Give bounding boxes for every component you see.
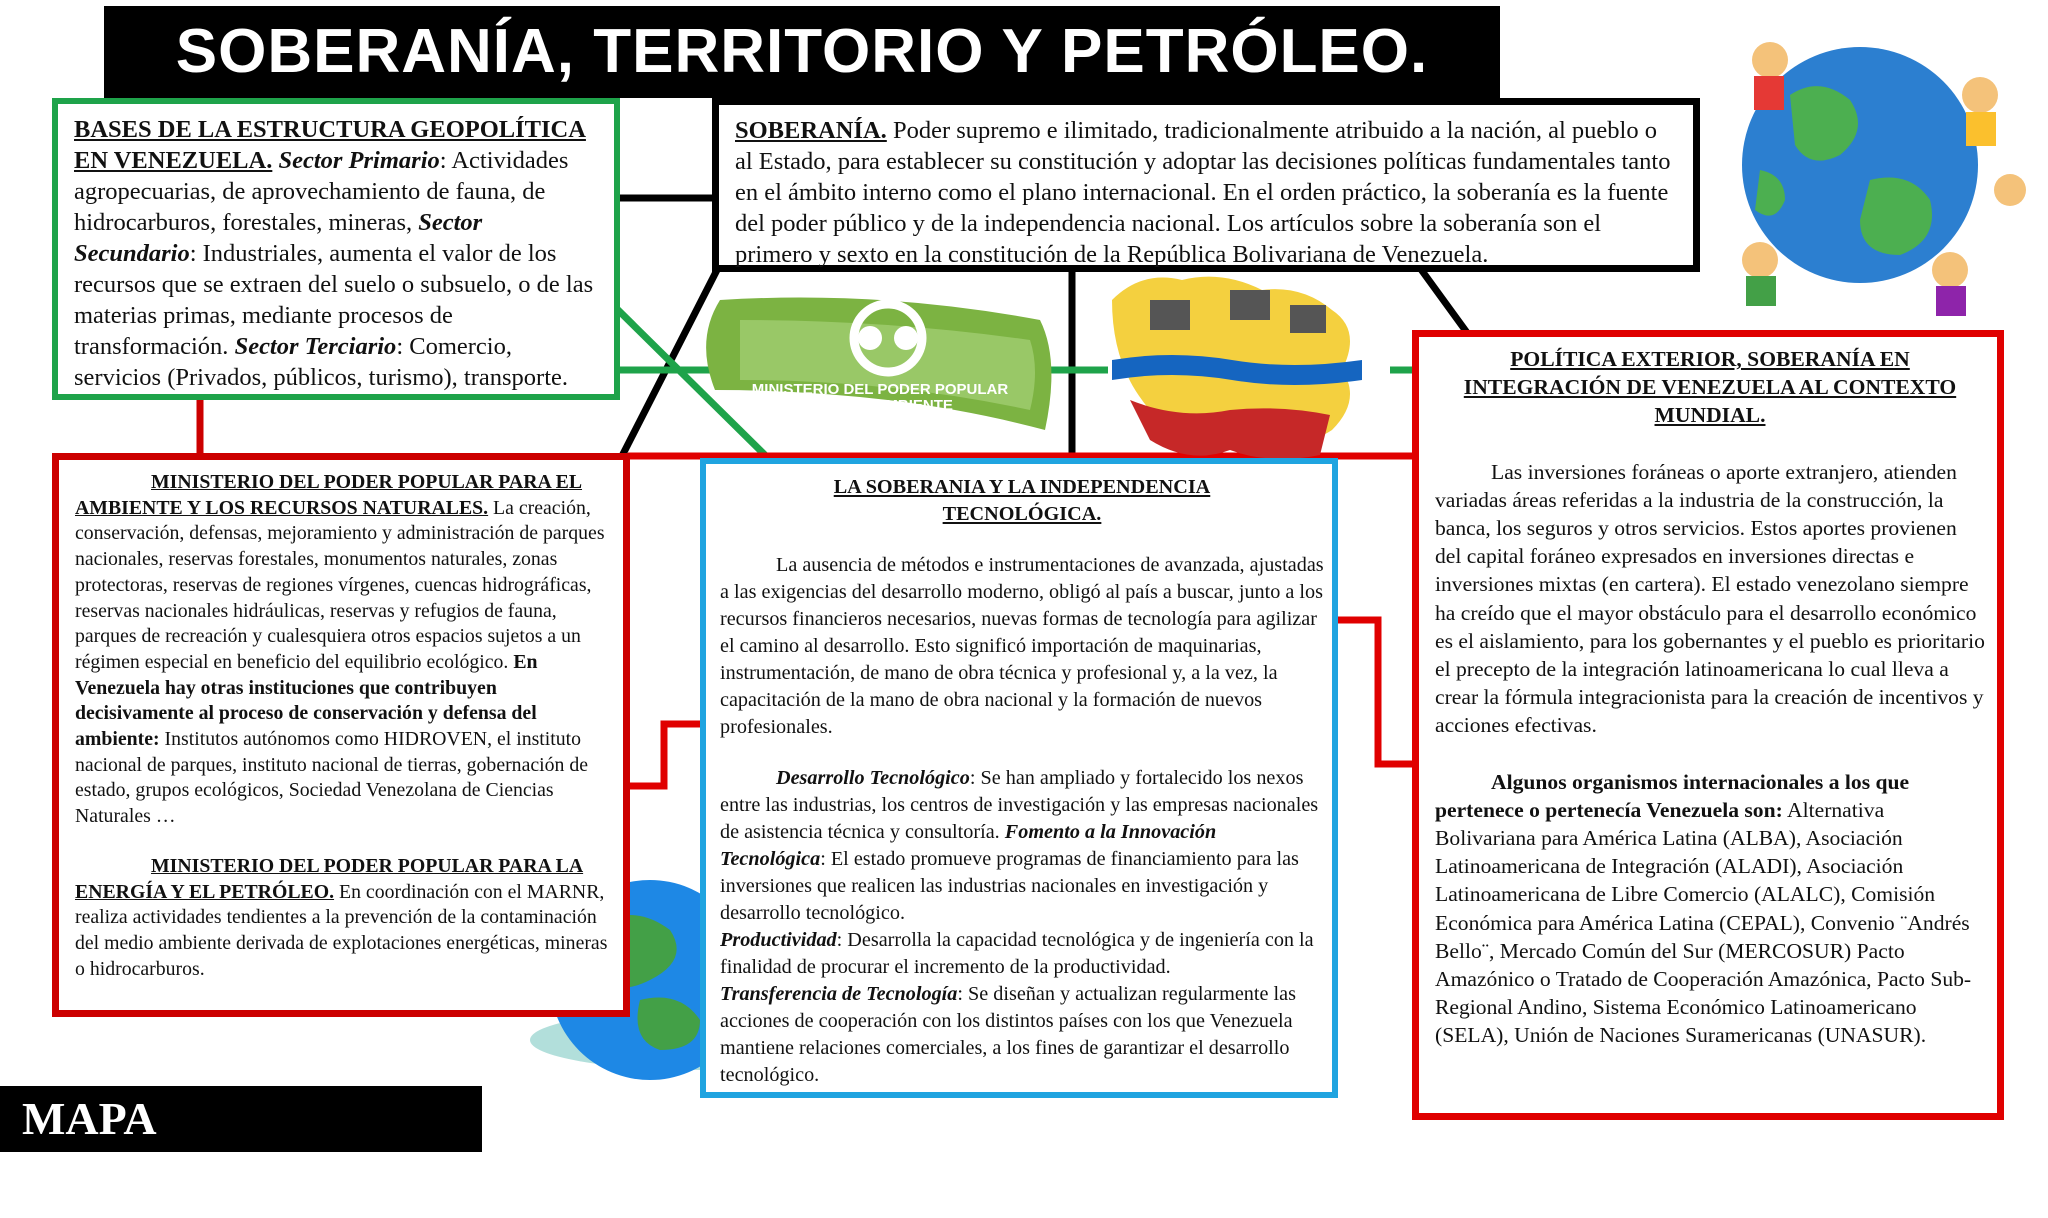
ministerio-box [52,453,630,1017]
soberania-heading: SOBERANÍA. [735,117,887,144]
secundario-label: Sector Secundario [74,209,483,267]
terciario-text: : Comercio, servicios (Privados, públicos, turismo), transporte. [74,333,569,391]
politica-heading: POLÍTICA EXTERIOR, SOBERANÍA EN INTEGRACIÓN DE VENEZUELA AL CONTEXTO MUNDIAL. [1463,347,1957,428]
productividad-text: : Desarrolla la capacidad tecnológica y de ingeniería con la finalidad de procurar el incremento de la productividad. [720,929,1314,978]
transferencia-label: Transferencia de Tecnología [720,983,958,1005]
ministerio-ambiente-logo [706,298,1051,431]
connector-soberania-politica [1420,268,1468,334]
ministerio-energia-text: En coordinación con el MARNR, realiza actividades tendientes a la prevención de la contaminación del medio ambiente derivada de explotaciones energéticas, mineras o hidrocarburos. [75,880,608,980]
politica-box [1412,330,2004,1120]
soberania-box [712,98,1700,272]
secundario-text: : Industriales, aumenta el valor de los recursos que se extraen del suelo o subsuelo, o de las materias primas, mediante procesos de transformación. [74,240,594,360]
ministerio-ambiente-heading: MINISTERIO DEL PODER POPULAR PARA EL AMBIENTE Y LOS RECURSOS NATURALES. [75,471,583,519]
fomento-label: Fomento a la Innovación Tecnológica [720,821,1217,870]
fomento-text: : El estado promueve programas de financiamiento para las inversiones que realicen las industrias nacionales en investigación y desarrollo tecnológico. [720,848,1299,924]
desarrollo-text: : Se han ampliado y fortalecido los nexos entre las industrias, los centros de investigación y las empresas nacionales de asistencia técnica y consultoría. [720,767,1319,843]
terciario-label: Sector Terciario [234,333,397,360]
institutos-text: Institutos autónomos como HIDROVEN, el instituto nacional de parques, instituto nacional de tierras, gobernación de estado, grupos ecológicos, Sociedad Venezolana de Ciencias Naturales … [75,728,589,828]
desarrollo-label: Desarrollo Tecnológico [776,767,970,789]
otras-instituciones-text: En Venezuela hay otras instituciones que contribuyen decisivamente al proceso de conservación y defensa del ambiente: [75,650,538,751]
connector-ministerio-tecno [628,724,704,786]
footer-label: MAPA CONCEPTUAL. [0,1086,482,1152]
transferencia-text: : Se diseñan y actualizan regularmente las acciones de cooperación con los distintos países con los que Venezuela mantiene relaciones comerciales, a los fines de garantizar el desarrollo tecnológico. [720,983,1296,1086]
logo-line1: MINISTERIO DEL PODER POPULAR [751,381,1009,398]
productividad-label: Productividad [720,929,837,951]
bases-heading: BASES DE LA ESTRUCTURA GEOPOLÍTICA EN VENEZUELA. [74,116,586,174]
connector-tecno-politica [1334,620,1418,764]
tecnologia-paragraph: La ausencia de métodos e instrumentaciones de avanzada, ajustadas a las exigencias del desarrollo moderno, obligó al país a buscar, junto a los recursos financieros necesarios, nuevas formas de tecnología para agilizar el camino al desarrollo. Esto significó importación de maquinarias, instrumentación, de mano de obra técnica y profesional y, a la vez, la capacitación de la mano de obra nacional y la formación de nuevos profesionales. [720,554,1324,738]
primario-label: Sector Primario [278,147,440,174]
primario-text: : Actividades agropecuarias, de aprovechamiento de fauna, de hidrocarburos, forestales, mineras, [74,147,569,236]
page-title: SOBERANÍA, TERRITORIO Y PETRÓLEO. [104,6,1500,98]
politica-paragraph: Las inversiones foráneas o aporte extranjero, atienden variadas áreas referidas a la industria de la construcción, la banca, los seguros y otros servicios. Estos aportes provienen del capital foráneo expresados en inversiones directas e inversiones mixtas (en cartera). El estado venezolano siempre ha creído que el mayor obstáculo para el desarrollo económico es el aislamiento, para los gobernantes y el pueblo es prioritario el precepto de la integración latinoamericana lo cual lleva a crear la fórmula integracionista para la creación de incentivos y acciones efectivas. [1435,459,1985,738]
venezuela-map-illustration [1112,277,1362,459]
bases-box [52,98,620,400]
children-globe-illustration [1742,42,2026,316]
ministerio-ambiente-text: La creación, conservación, defensas, mejoramiento y administración de parques nacionales, reservas forestales, monumentos naturales, zonas protectoras, reservas de regiones vírgenes, cuencas hidrográficas, reservas nacionales hidráulicas, reservas y refugios de fauna, parques de recreación y cualesquiera otros espacios sujetos a un régimen especial en beneficio del equilibrio ecológico. [75,496,605,673]
soberania-text: Poder supremo e ilimitado, tradicionalmente atribuido a la nación, al pueblo o al Estado, para establecer su constitución y adoptar las decisiones políticas fundamentales tanto en el ámbito interno como el plano internacional. En el orden práctico, la soberanía es la fuente del poder público y de la independencia nacional. Los artículos sobre la soberanía son el primero y sexto en la constitución de la República Bolivariana de Venezuela. [735,117,1671,268]
organismos-list: Alternativa Bolivariana para América Latina (ALBA), Asociación Latinoamericana de Integración (ALADI), Asociación Latinoamericana de Libre Comercio (ALALC), Comisión Económica para América Latina (CEPAL), Convenio ¨Andrés Bello¨, Mercado Común del Sur (MERCOSUR) Pacto Amazónico o Tratado de Cooperación Amazónica, Pacto Sub-Regional Andino, Sistema Económico Latinoamericano (SELA), Unión de Naciones Suramericanas (UNASUR). [1435,797,1972,1048]
logo-line2: PARA EL AMBIENTE [807,397,953,414]
tecnologia-heading: LA SOBERANIA Y LA INDEPENDENCIA TECNOLÓGICA. [833,476,1211,525]
ministerio-energia-heading: MINISTERIO DEL PODER POPULAR PARA LA ENERGÍA Y EL PETRÓLEO. [75,854,584,903]
organismos-heading: Algunos organismos internacionales a los que pertenece o pertenecía Venezuela son: [1435,769,1910,822]
tecnologia-box [700,458,1338,1098]
